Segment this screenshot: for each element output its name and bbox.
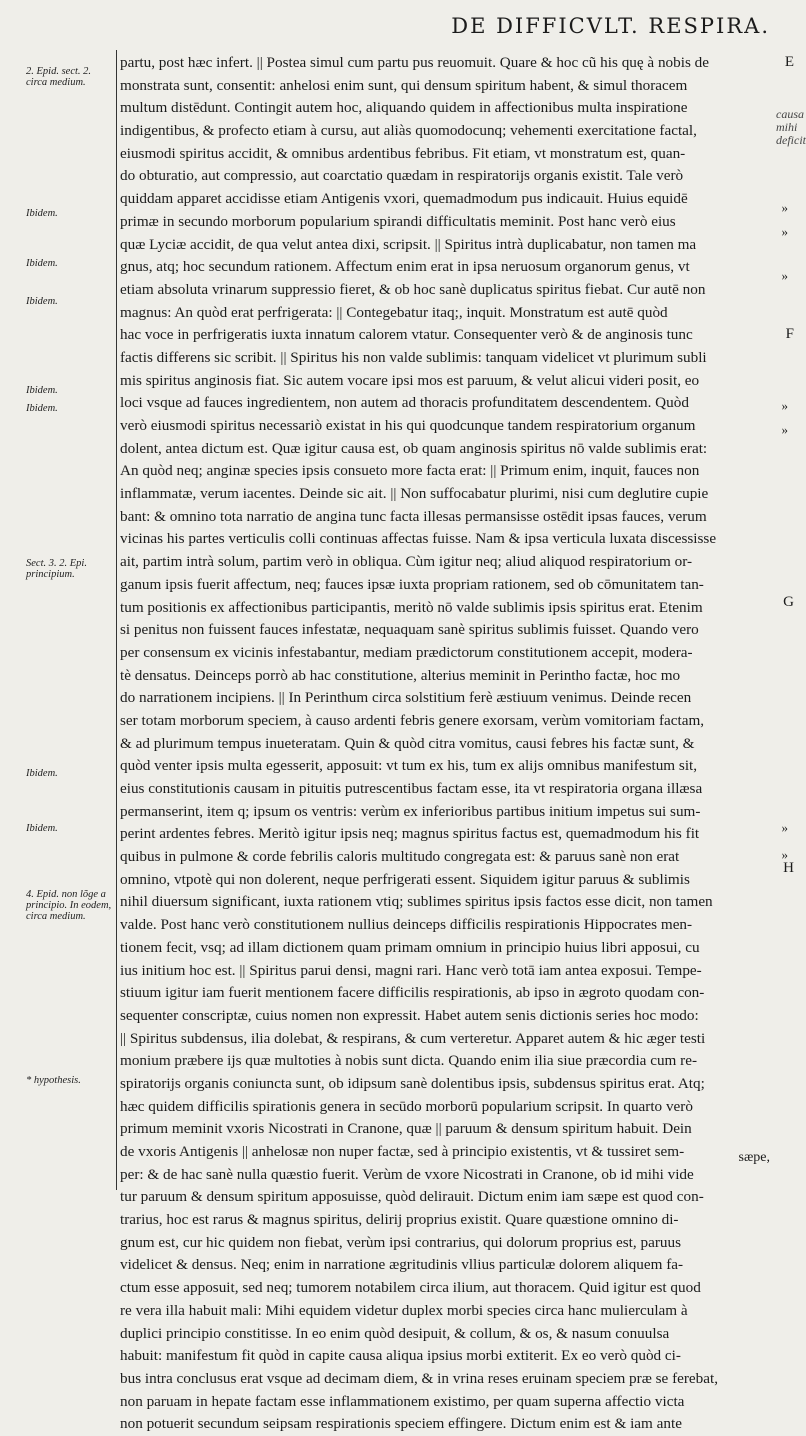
quotation-mark: » (781, 847, 788, 862)
text-line: do narrationem incipiens. || In Perinthum circa solstitium ferè æstiuum venimus. Deinde recen (120, 689, 692, 707)
text-line: etiam absoluta vrinarum suppressio fieret, & ob hoc sanè duplicatus spiritus fiebat. Cur autē non (120, 280, 706, 298)
quotation-mark: » (781, 422, 788, 437)
text-line: primum meminit vxoris Nicostrati in Cranone, quæ || paruum & densum spiritum habuit. Dein (120, 1120, 692, 1138)
section-letter: E (784, 54, 794, 70)
catchword: sæpe, (738, 1150, 770, 1165)
text-line: valde. Post hanc verò constitutionem nullius deinceps difficilis respirationis Hippocrates men- (120, 916, 693, 934)
text-line: do obturatio, aut compressio, aut coarctatio quædam in respiratorijs organis existit. Tale verò (120, 167, 684, 185)
text-line: per: & de hac sanè nulla quæstio fuerit. Verùm de vxore Nicostrati in Cranone, ob id mihi vide (120, 1165, 694, 1183)
text-line: loci vsque ad fauces ingredientem, non autem ad thoracis profunditatem descendentem. Quòd (120, 394, 689, 412)
text-line: spiratorijs organis coniuncta sunt, ob idipsum sanè dolentibus ipsis, subdensus spiritus erat. Atq; (120, 1074, 705, 1092)
text-line: quæ Lyciæ accidit, de qua velut antea dixi, scripsit. || Spiritus intrà duplicabatur, non tamen ma (120, 235, 697, 253)
text-line: non potuerit secundum seipsam respirationis speciem effingere. Dictum enim est & iam ante (120, 1415, 682, 1433)
text-line: ser totam morborum speciem, à causo ardenti febris genere exorsam, verùm vomitoriam factam, (120, 711, 705, 729)
text-line: mis spiritus anginosis fiat. Sic autem vocare ipsi mos est paruum, & velut alicui videri posit, eo (120, 371, 700, 389)
section-letter: G (783, 594, 794, 610)
text-line: duplici principio constitisse. In eo enim quòd desipuit, & collum, & os, & nasum conuulsa (120, 1324, 670, 1342)
margin-note: Ibidem. (26, 823, 58, 834)
text-line: ait, partim intrà solum, partim verò in obliqua. Cùm igitur neq; aliud aliquod respiratorium or- (120, 553, 693, 571)
text-line: dolent, antea dictum est. Quæ igitur causa est, ob quam anginosis spiritus nō valde sublimis erat: (120, 439, 708, 457)
text-line: gnus, atq; hoc secundum rationem. Affectum enim erat in ipsa neruosum organorum genus, vt (120, 258, 690, 276)
body-text (120, 52, 768, 1436)
text-line: si penitus non fuissent fauces infestatæ, nequaquam sanè spiritus sublimis fuisset. Quando vero (120, 621, 699, 639)
text-line: per consensum ex vicinis infestabantur, mediam prædictorum constitutionem accepit, modera- (120, 643, 693, 661)
text-line: non paruam in hepate factam esse inflammationem existimo, per quam superna affectio victa (120, 1392, 685, 1410)
text-line: bant: & omnino tota narratio de angina tunc facta illesas permansisse ostēdit ipsas fauces, verum (120, 507, 707, 525)
text-line: ius initium hoc est. || Spiritus parui densi, magni rari. Hanc verò totā iam antea exposui. Tempe- (120, 961, 702, 979)
margin-note: Ibidem. (26, 208, 58, 219)
quotation-mark: » (781, 200, 788, 215)
text-line: ganum ipsis fuerit affectum, neq; fauces ipsæ iuxta propriam rationem, sed ob cōmunitatem tan- (120, 575, 704, 593)
text-line: magnus: An quòd erat perfrigerata: || Contegebatur itaq;, inquit. Monstratum est autē quòd (120, 303, 668, 321)
text-line: hæc quidem difficilis spirationis genera in secūdo morborū popularium scripsit. In quarto verò (120, 1097, 693, 1115)
text-line: quòd venter ipsis multa egesserit, apposuit: vt tum ex his, tum ex alijs omnibus manifestum sit, (120, 757, 698, 775)
text-line: re vera illa habuit mali: Mihi equidem videtur duplex morbi species circa hanc mulierculam à (120, 1301, 688, 1319)
margin-note: Ibidem. (26, 385, 58, 396)
text-line: indigentibus, & profecto etiam à cursu, aut aliàs quomodocunq; vehementi exercitatione factal, (120, 122, 697, 140)
text-line: eiusmodi spiritus accidit, & omnibus ardentibus febribus. Fit etiam, vt monstratum est, quan- (120, 144, 686, 162)
text-line: factis differens sic scribit. || Spiritus his non valde sublimis: tanquam videlicet vt plurimum subli (120, 348, 707, 366)
handwritten-note: causa mihi deficit (776, 107, 806, 147)
text-line: inflammatæ, verum iacentes. Deinde sic ait. || Non suffocabatur plurimi, nisi cum deglutire cupie (120, 485, 709, 503)
margin-note: Ibidem. (26, 258, 58, 269)
text-line: sequenter conscriptæ, cuius nomen non expressit. Habet autem senis dictionis series hoc modo: (120, 1006, 699, 1024)
text-line: verò eiusmodi spiritus necessariò existat in his qui quodcunque tandem respiratorium organum (120, 417, 696, 434)
running-head: DE DIFFICVLT. RESPIRA. (451, 14, 770, 38)
section-letter: F (785, 326, 794, 342)
quotation-mark: » (781, 268, 788, 283)
text-line: trarius, hoc est rarus & magnus spiritus, delirij proprius existit. Quare quæstione omnino di- (120, 1211, 679, 1229)
text-line: bus intra conclusus erat vsque ad decimam diem, & in vrina reses eruinam speciem præ se ferebat, (120, 1369, 719, 1387)
text-line: multum distēdunt. Contingit autem hoc, aliquando quidem in affectionibus multa inspiratione (120, 99, 688, 117)
margin-note: * hypothesis. (26, 1075, 81, 1086)
text-line: eius constitutionis causam in pituitis putrescentibus factam esse, ita vt respiratoria organa illæsa (120, 780, 703, 797)
text-line: tum positionis ex affectionibus participantis, meritò nō valde sublimis ipsis spiritus erat. Etenim (120, 598, 703, 616)
text-line: || Spiritus subdensus, ilia dolebat, & respirans, & cum verteretur. Apparet autem & hic æger testi (120, 1029, 706, 1047)
text-line: tionem fecit, vsq; ad illam dictionem quam primam omnium in principio huius libri apposui, cu (120, 938, 700, 956)
text-line: perint ardentes febres. Meritò igitur ipsis neq; magnus spiritus factus est, quemadmodum his fit (120, 825, 700, 843)
quotation-mark: » (781, 820, 788, 835)
text-line: An quòd neq; anginæ species ipsis consueto more facta erat: || Primum enim, inquit, fauces non (120, 462, 700, 480)
text-line: tur paruum & densum spiritum apposuisse, quòd delirauit. Dictum enim iam sæpe est quod con- (120, 1188, 704, 1206)
text-line: monstrata sunt, consentit: anhelosi enim sunt, qui densum spiritum habent, & simul thoracem (120, 76, 688, 94)
quotation-mark: » (781, 224, 788, 239)
margin-note: Sect. 3. 2. Epi. principium. (26, 558, 87, 580)
text-line: hac voce in perfrigeratis iuxta innatum calorem vtatur. Consequenter verò & de anginosis tunc (120, 326, 693, 344)
text-line: quiddam apparet accidisse etiam Antigenis vxori, quemadmodum pus indicauit. Huius equidē (120, 190, 688, 208)
margin-note: Ibidem. (26, 403, 58, 414)
text-line: gnum est, cur hic quidem non fiebat, verùm ipsi contrarius, qui dolorum proprius est, paruus (120, 1233, 681, 1251)
margin-note: Ibidem. (26, 768, 58, 779)
text-line: quibus in pulmone & corde febrilis caloris multitudo congregata est: & paruus sanè non erat (120, 848, 680, 866)
quotation-mark: » (781, 398, 788, 413)
text-line: habuit: manifestum fit quòd in capite causa aliqua ipsius morbi extiterit. Ex eo verò quòd ci- (120, 1347, 681, 1365)
text-line: partu, post hæc infert. || Postea simul cum partu pus reuomuit. Quare & hoc cũ his quę à nobis de (120, 54, 709, 71)
text-line: stiuum igitur iam fuerit mentionem facere difficilis respirationis, ab ipso in ægroto quodam con- (120, 984, 705, 1002)
margin-note: 2. Epid. sect. 2. circa medium. (26, 66, 92, 88)
text-line: tè densatus. Deinceps porrò ab hac constitutione, alterius meminit in Perintho factæ, hoc mo (120, 666, 681, 684)
text-line: nihil diuersum significant, iuxta rationem vtiq; sublimes spiritus ipsis factos esse dicit, non tamen (120, 893, 713, 911)
margin-note: Ibidem. (26, 296, 58, 307)
text-line: ctum esse apposuit, sed neq; tumorem notabilem circa ilium, aut thoracem. Quid igitur est quod (120, 1279, 701, 1297)
text-line: permanserint, item q; ipsum os ventris: verùm ex inferioribus partibus initium impetus sui sum- (120, 802, 701, 820)
section-letter: H (783, 860, 794, 876)
text-line: de vxoris Antigenis || anhelosæ non nuper factæ, sed à principio existentis, vt & tussiret sem- (120, 1143, 685, 1160)
text-line: & ad plurimum tempus inueteratam. Quin & quòd citra vomitus, causi febres his factæ sunt, & (120, 734, 695, 752)
margin-note: 4. Epid. non lõge a principio. In eodem, circa medium. (26, 889, 112, 922)
margin-rule (116, 50, 117, 1190)
text-line: omnino, vtpotè qui non dolerent, neque perfrigerati essent. Siquidem igitur paruus & sublimis (120, 870, 690, 888)
text-line: vicinas his partes verticulis colli continuas affectas fuisse. Nam & ipsa verticula luxata discessisse (120, 530, 717, 548)
text-line: videlicet & densus. Neq; enim in narratione ægritudinis vllius particulæ dolorem aliquem fa- (120, 1256, 684, 1274)
text-line: monium præbere ijs quæ multoties à nobis sunt dicta. Quando enim ilia siue præcordia cum re- (120, 1052, 698, 1070)
text-line: primæ in secundo morborum popularium spirandi difficultatis meminit. Post hanc verò eius (120, 212, 676, 230)
